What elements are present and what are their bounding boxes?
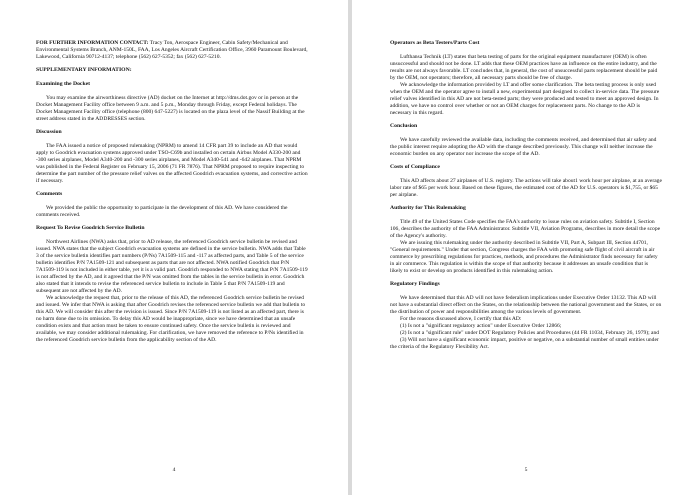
- regulatory-heading: Regulatory Findings: [390, 280, 440, 287]
- comments-heading: Comments: [36, 190, 63, 197]
- contact-text: Tracy Ton, Aerospace Engineer, Cabin Safety/Mechanical and Environmental Systems Branch, ANM-150L, FAA, Los Angeles Aircraft Certification Office, 3960 Paramount Boulevard, Lakewood, California 90712-4137; telephone (562) 627-5352; fax (562) 627-5210.: [36, 40, 308, 60]
- discussion-paragraph: The FAA issued a notice of proposed rulemaking (NPRM) to amend 14 CFR part 39 to include an AD that would apply to Goodrich evacuation systems approved under TSO-C69b and installed on certain Airbus Model A330-200 and -300 series airplanes, Model A340-200 and -300 series airplanes, and Model A340-541 and -642 airplanes. That NPRM was published in the Federal Register on February 15, 2006 (71 FR 7876). That NPRM proposed to require inspecting to determine the part number of the pressure relief valves on the affected Goodrich evacuation systems, and corrective action if necessary.: [36, 142, 308, 184]
- conclusion-heading: Conclusion: [390, 122, 418, 129]
- operators-paragraph-2: We acknowledge the information provided by LT and offer some clarification. The beta testing process is only used when the OEM and the operator agree to install a new, experimental part designed to collect in-service data. The pressure relief valves identified in this AD are not beta-tested parts; they were produced and tested to meet an approved design. In addition, we have no control over whether or not an OEM charges for replacement parts. No change to the AD is necessary in this regard.: [390, 81, 660, 116]
- page-left-column: [36, 40, 308, 350]
- page-right-column: [390, 40, 662, 357]
- request-paragraph-2: We acknowledge the request that, prior to the release of this AD, the referenced Goodrich service bulletin be revised and issued. We infer that NWA is asking that after Goodrich revises the referenced service bulletin we add that bulletin to this AD. We will consider this after the revision is issued. Since P/N 7A1509-119 is not listed as an affected part, there is no harm done due to its omission. To delay this AD would be inappropriate, since we have determined that an unsafe condition exists and that action must be taken to ensure continued safety. Once the service bulletin is reviewed and available, we may consider additional rulemaking. For clarification, we have removed the reference to P/Ns identified in the referenced Goodrich service bulletin from the applicability section of the AD.: [36, 294, 306, 343]
- costs-heading: Costs of Compliance: [390, 163, 440, 170]
- authority-heading: Authority for This Rulemaking: [390, 204, 466, 211]
- contact-paragraph: [36, 40, 308, 61]
- discussion-heading: Discussion: [36, 128, 62, 135]
- document-page-right: [352, 0, 700, 495]
- contact-label: FOR FURTHER INFORMATION CONTACT:: [36, 40, 149, 46]
- regulatory-list-item-1: (1) Is not a "significant regulatory action" under Executive Order 12866;: [400, 322, 562, 329]
- document-page-left: [0, 0, 348, 495]
- regulatory-list-item-2: (2) Is not a "significant rule" under DOT Regulatory Policies and Procedures (44 FR 11034, February 26, 1979); and: [400, 329, 660, 336]
- supplementary-heading: SUPPLEMENTARY INFORMATION:: [36, 67, 132, 74]
- authority-paragraph-1: Title 49 of the United States Code specifies the FAA's authority to issue rules on aviation safety. Subtitle I, Section 106, describes the authority of the FAA Administrator. Subtitle VII, Aviation Programs, describes in more detail the scope of the Agency's authority.: [390, 218, 661, 239]
- regulatory-paragraph-1: We have determined that this AD will not have federalism implications under Executive Order 13132. This AD will not have a substantial direct effect on the States, on the relationship between the national government and the States, or on the distribution of power and responsibilities among the various levels of government.: [390, 294, 662, 315]
- page-number-left: 4: [172, 467, 176, 473]
- request-heading: Request To Revise Goodrich Service Bulletin: [36, 224, 145, 231]
- costs-paragraph: This AD affects about 27 airplanes of U.S. registry. The actions will take about1 work hour per airplane, at an average labor rate of $65 per work hour. Based on these figures, the estimated cost of the AD for U.S. operators is $1,755, or $65 per airplane.: [390, 177, 662, 198]
- authority-paragraph-2: We are issuing this rulemaking under the authority described in Subtitle VII, Part A, Subpart III, Section 44701, "General requirements." Under that section, Congress charges the FAA with promoting safe flight of civil aircraft in air commerce by prescribing regulations for practices, methods, and procedures the Administrator finds necessary for safety in air commerce. This regulation is within the scope of that authority because it addresses an unsafe condition that is likely to exist or develop on products identified in this rulemaking action.: [390, 239, 658, 274]
- comments-paragraph: We provided the public the opportunity to participate in the development of this AD. We have considered the comments received.: [36, 204, 288, 218]
- conclusion-paragraph: We have carefully reviewed the available data, including the comments received, and determined that air safety and the public interest require adopting the AD with the change described previously. This change will neither increase the economic burden on any operator nor increase the scope of the AD.: [390, 136, 657, 157]
- operators-paragraph-1: Lufthansa Technik (LT) states that beta testing of parts for the original equipment manufacturer (OEM) is often unsuccessful and should not be done. LT adds that these OEM practices have an influence on the entire industry, and the results are not always favorable. LT concludes that, in general, the cost of unsuccessful parts replacement should be paid by the OEM, not operators; therefore, all necessary parts should be free of charge.: [390, 53, 658, 81]
- operators-heading: Operators as Beta Testers/Parts Cost: [390, 40, 480, 46]
- request-paragraph-1: Northwest Airlines (NWA) asks that, prior to AD release, the referenced Goodrich service bulletin be revised and issued. NWA states that the subject Goodrich evacuation systems are defined in the service bulletin. NWA adds that Table 3 of the service bulletin identifies part numbers (P/Ns) 7A1509-115 and -117 as affected parts, and Table 5 of the service bulletin identifies P/N 7A1509-121 and subsequent as parts that are not affected. NWA notified Goodrich that P/N 7A1509-119 is not included in either table, yet it is a valid part. Goodrich responded to NWA stating that P/N 7A1509-119 is not affected by the AD, and it agreed that the P/N was omitted from the tables in the service bulletin in error. Goodrich also stated that it intends to revise the referenced service bulletin to include in Table 5 that P/N 7A1509-119 and subsequent are not affected by the AD.: [36, 238, 308, 294]
- page-number-right: 5: [524, 467, 528, 473]
- regulatory-list-item-3: (3) Will not have a significant economic impact, positive or negative, on a substantial number of small entities under the criteria of the Regulatory Flexibility Act.: [390, 336, 659, 350]
- regulatory-paragraph-2: For the reasons discussed above, I certify that this AD:: [400, 315, 522, 322]
- docket-heading: Examining the Docket: [36, 80, 91, 87]
- docket-paragraph: You may examine the airworthiness directive (AD) docket on the Internet at http://dms.dot.gov or in person at the Docket Management Facility office between 9 a.m. and 5 p.m., Monday through Friday, except Federal holidays. The Docket Management Facility office (telephone (800) 647-5227) is located on the plaza level of the Nassif Building at the street address stated in the ADDRESSES section.: [36, 94, 305, 122]
